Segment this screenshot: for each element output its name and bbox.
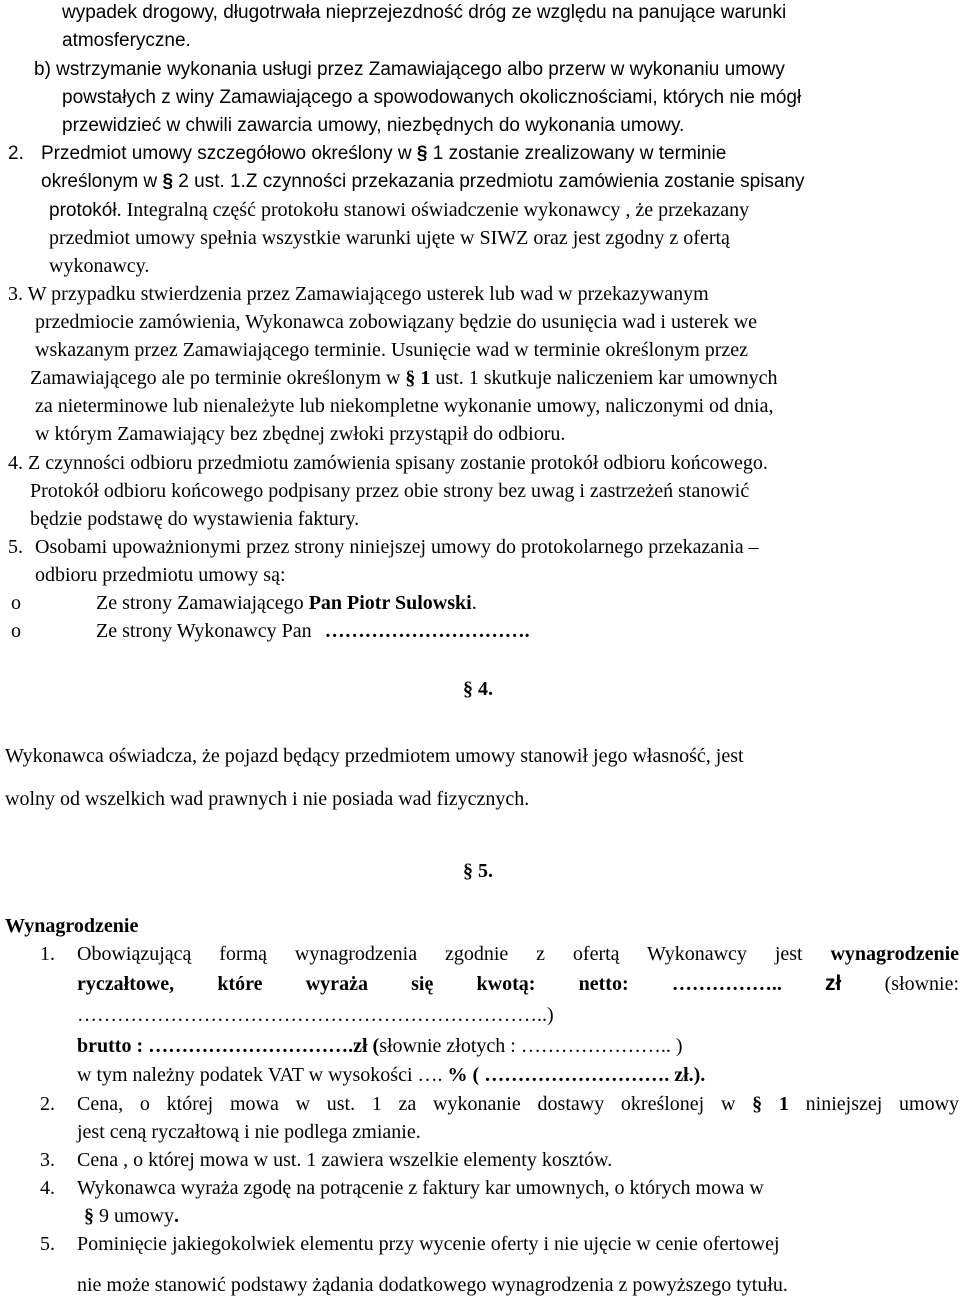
text-line: b) wstrzymanie wykonania usługi przez Zamawiającego albo przerw w wykonaniu umowy — [34, 59, 785, 80]
section-sign: § — [416, 143, 428, 164]
section-sign: § — [162, 171, 174, 192]
text-line — [30, 366, 778, 390]
text-span: 2 ust. 1.Z czynności przekazania przedmiotu zamówienia zostanie spisany — [178, 171, 805, 192]
text-line: powstałych z winy Zamawiającego a spowodowanych okolicznościami, których nie mógł — [62, 87, 802, 108]
blank-field: …………….. — [671, 973, 782, 995]
text-span: 1 — [778, 1093, 789, 1115]
text-line — [77, 942, 959, 966]
text-span: % ( ………………………. zł.). — [447, 1064, 706, 1086]
text-line: w którym Zamawiający bez zbędnej zwłoki przystąpił do odbioru. — [35, 423, 566, 445]
text-line — [96, 591, 477, 615]
text-span: (słownie: — [884, 973, 960, 995]
text-line: Cena , o której mowa w ust. 1 zawiera wszelkie elementy kosztów. — [77, 1149, 613, 1171]
text-line: odbioru przedmiotu umowy są: — [35, 564, 286, 586]
list-number: 3. — [40, 1149, 55, 1171]
text-line — [41, 142, 726, 166]
text-line — [49, 198, 749, 223]
text-span: słownie złotych : — [379, 1035, 516, 1057]
list-number: 2. — [8, 143, 24, 164]
section-sign: § — [84, 1205, 94, 1227]
text-span: Cena, o której mowa w ust. 1 za wykonanie dostawy określonej w — [77, 1093, 736, 1115]
text-span: Zamawiającego ale po terminie określonym w — [30, 367, 401, 389]
text-span: . — [471, 592, 477, 614]
text-line — [77, 1034, 959, 1058]
blank-field: ………………….. ) — [520, 1035, 683, 1057]
text-line: za nieterminowe lub nienależyte lub niekompletne wykonanie umowy, naliczonymi od dnia, — [35, 395, 774, 417]
blank-field: ……………………………………………………………..) — [77, 1004, 554, 1026]
text-line: Osobami upoważnionymi przez strony niniejszej umowy do protokolarnego przekazania – — [35, 536, 759, 558]
text-span: Ze strony Zamawiającego — [96, 592, 304, 614]
text-line: 4. Z czynności odbioru przedmiotu zamówienia spisany zostanie protokół odbioru końcowego. — [8, 452, 768, 474]
text-line — [77, 1092, 959, 1116]
text-line — [77, 1063, 705, 1087]
text-span: ryczałtowe, które wyraża się kwotą: netto: — [77, 973, 629, 995]
list-number: 4. — [40, 1177, 55, 1199]
bullet: o — [11, 592, 21, 614]
section-title: Wynagrodzenie — [5, 915, 139, 937]
section-sign: § — [463, 860, 473, 882]
list-number: 5. — [40, 1233, 55, 1255]
text-span: niniejszej umowy — [805, 1093, 960, 1115]
text-line — [41, 170, 805, 194]
section-number: 4. — [478, 678, 493, 700]
text-line: wolny od wszelkich wad prawnych i nie posiada wad fizycznych. — [5, 788, 530, 810]
text-line: będzie podstawę do wystawienia faktury. — [30, 508, 360, 530]
text-line — [84, 1204, 179, 1228]
currency: zł — [825, 972, 842, 995]
currency: .zł ( — [348, 1035, 380, 1057]
text-span: brutto : — [77, 1035, 144, 1057]
text-span: Ze strony Wykonawcy Pan — [96, 620, 312, 642]
blank-field: ………………………… — [148, 1035, 349, 1057]
text-span: . — [174, 1205, 179, 1227]
text-line: Protokół odbioru końcowego podpisany przez obie strony bez uwag i zastrzeżeń stanowić — [30, 480, 750, 502]
text-line: przedmiocie zamówienia, Wykonawca zobowiązany będzie do usunięcia wad i usterek we — [35, 311, 758, 333]
text-line: Wykonawca wyraża zgodę na potrącenie z faktury kar umownych, o których mowa w — [77, 1177, 764, 1199]
text-line: 3. W przypadku stwierdzenia przez Zamawiającego usterek lub wad w przekazywanym — [8, 283, 709, 305]
list-number: 5. — [8, 536, 23, 558]
blank-field: …………………………. — [324, 620, 530, 642]
section-heading — [463, 677, 493, 701]
text-span: 9 umowy — [99, 1205, 174, 1227]
text-line: nie może stanowić podstawy żądania dodatkowego wynagrodzenia z powyższego tytułu. — [77, 1274, 788, 1296]
section-sign: § — [405, 367, 416, 389]
text-line: wskazanym przez Zamawiającego terminie. Usunięcie wad w terminie określonym przez — [35, 339, 749, 361]
text-line: wypadek drogowy, długotrwała nieprzejezdność dróg ze względu na panujące warunki — [62, 2, 787, 23]
text-line: przedmiot umowy spełnia wszystkie warunki ujęte w SIWZ oraz jest zgodny z ofertą — [49, 227, 730, 249]
text-span: 1 zostanie zrealizowany w terminie — [432, 143, 727, 164]
text-span: określonym w — [41, 171, 158, 192]
person-name: Pan Piotr Sulowski — [308, 592, 472, 614]
text-line: przewidzieć w chwili zawarcia umowy, niezbędnych do wykonania umowy. — [62, 115, 685, 136]
list-number: 2. — [40, 1093, 55, 1115]
text-line — [96, 619, 530, 643]
section-sign: § — [463, 678, 473, 700]
text-line: Wykonawca oświadcza, że pojazd będący przedmiotem umowy stanowił jego własność, jest — [5, 745, 744, 767]
text-span: Obowiązującą formą wynagrodzenia zgodnie z ofertą Wykonawcy jest — [77, 943, 803, 965]
section-sign: § — [752, 1093, 763, 1115]
text-span: . Integralną część protokołu stanowi oświadczenie wykonawcy , że przekazany — [116, 199, 750, 221]
list-number: 1. — [40, 943, 55, 965]
section-heading — [463, 859, 493, 883]
text-span: 1 — [420, 367, 431, 389]
text-line: wykonawcy. — [49, 255, 150, 277]
text-span: Przedmiot umowy szczegółowo określony w — [41, 143, 412, 164]
bullet: o — [11, 620, 21, 642]
text-span: protokół — [49, 200, 117, 221]
text-line: Pominięcie jakiegokolwiek elementu przy wycenie oferty i nie ujęcie w cenie ofertowej — [77, 1233, 780, 1255]
section-number: 5. — [478, 860, 493, 882]
text-line — [77, 972, 959, 996]
text-span: w tym należny podatek VAT w wysokości …. — [77, 1064, 443, 1086]
text-line: jest ceną ryczałtową i nie podlega zmianie. — [77, 1121, 421, 1143]
text-span: wynagrodzenie — [830, 943, 959, 965]
text-line: atmosferyczne. — [62, 30, 191, 51]
text-span: ust. 1 skutkuje naliczeniem kar umownych — [435, 367, 778, 389]
